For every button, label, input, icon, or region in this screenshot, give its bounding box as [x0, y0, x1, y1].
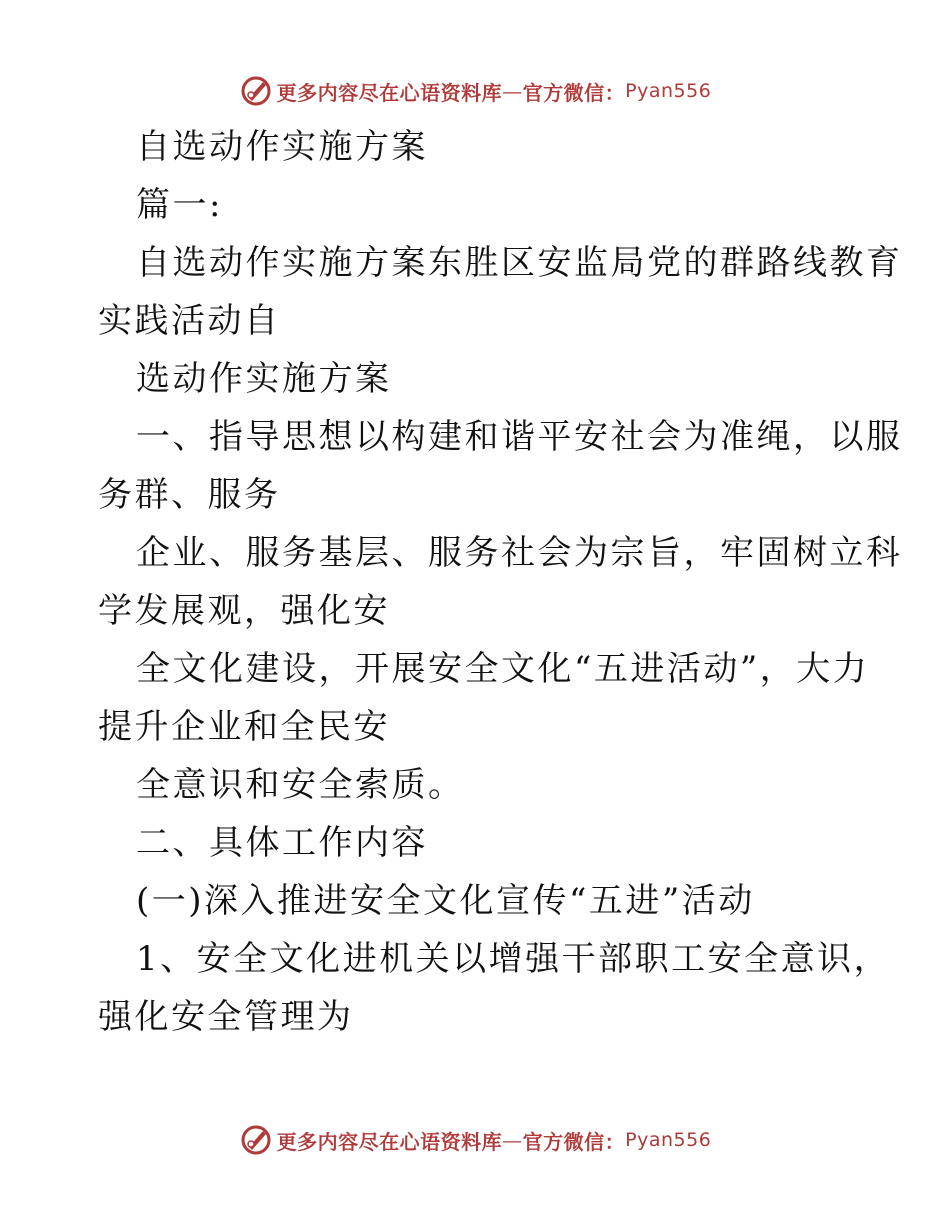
text-line: 全文化建设，开展安全文化“五进活动”，大力 [136, 649, 870, 689]
banner-tagline: 更多内容尽在心语资料库 [276, 80, 503, 105]
quill-logo-icon [239, 1123, 273, 1157]
text-line: 自选动作实施方案东胜区安监局党的群路线教育 [136, 243, 903, 283]
banner-official-label: 官方微信： [522, 80, 626, 105]
text-line: 1、安全文化进机关以增强干部职工安全意识， [136, 939, 891, 979]
text-line: 篇一: [136, 185, 223, 225]
text-line: (一)深入推进安全文化宣传“五进”活动 [136, 881, 755, 921]
banner-official-label: 官方微信： [522, 1129, 626, 1154]
banner-handle: Pyan556 [625, 1129, 712, 1151]
text-line: 提升企业和全民安 [98, 707, 390, 747]
header-watermark-banner [0, 71, 950, 111]
text-line: 强化安全管理为 [98, 997, 354, 1037]
quill-logo-icon [239, 74, 273, 108]
banner-separator: — [502, 1128, 523, 1152]
text-line: 自选动作实施方案 [136, 127, 428, 167]
text-line: 一、指导思想以构建和谐平安社会为准绳，以服 [136, 417, 903, 457]
text-line: 选动作实施方案 [136, 359, 392, 399]
text-line: 二、具体工作内容 [136, 823, 428, 863]
text-line: 学发展观，强化安 [98, 591, 390, 631]
text-line: 全意识和安全索质。 [136, 765, 465, 805]
banner-handle: Pyan556 [625, 80, 712, 102]
banner-tagline: 更多内容尽在心语资料库 [276, 1129, 503, 1154]
document-body [98, 118, 903, 1046]
text-line: 务群、服务 [98, 475, 281, 515]
footer-watermark-banner [0, 1120, 950, 1160]
banner-separator: — [502, 79, 523, 103]
text-line: 企业、服务基层、服务社会为宗旨，牢固树立科 [136, 533, 903, 573]
text-line: 实践活动自 [98, 301, 281, 341]
